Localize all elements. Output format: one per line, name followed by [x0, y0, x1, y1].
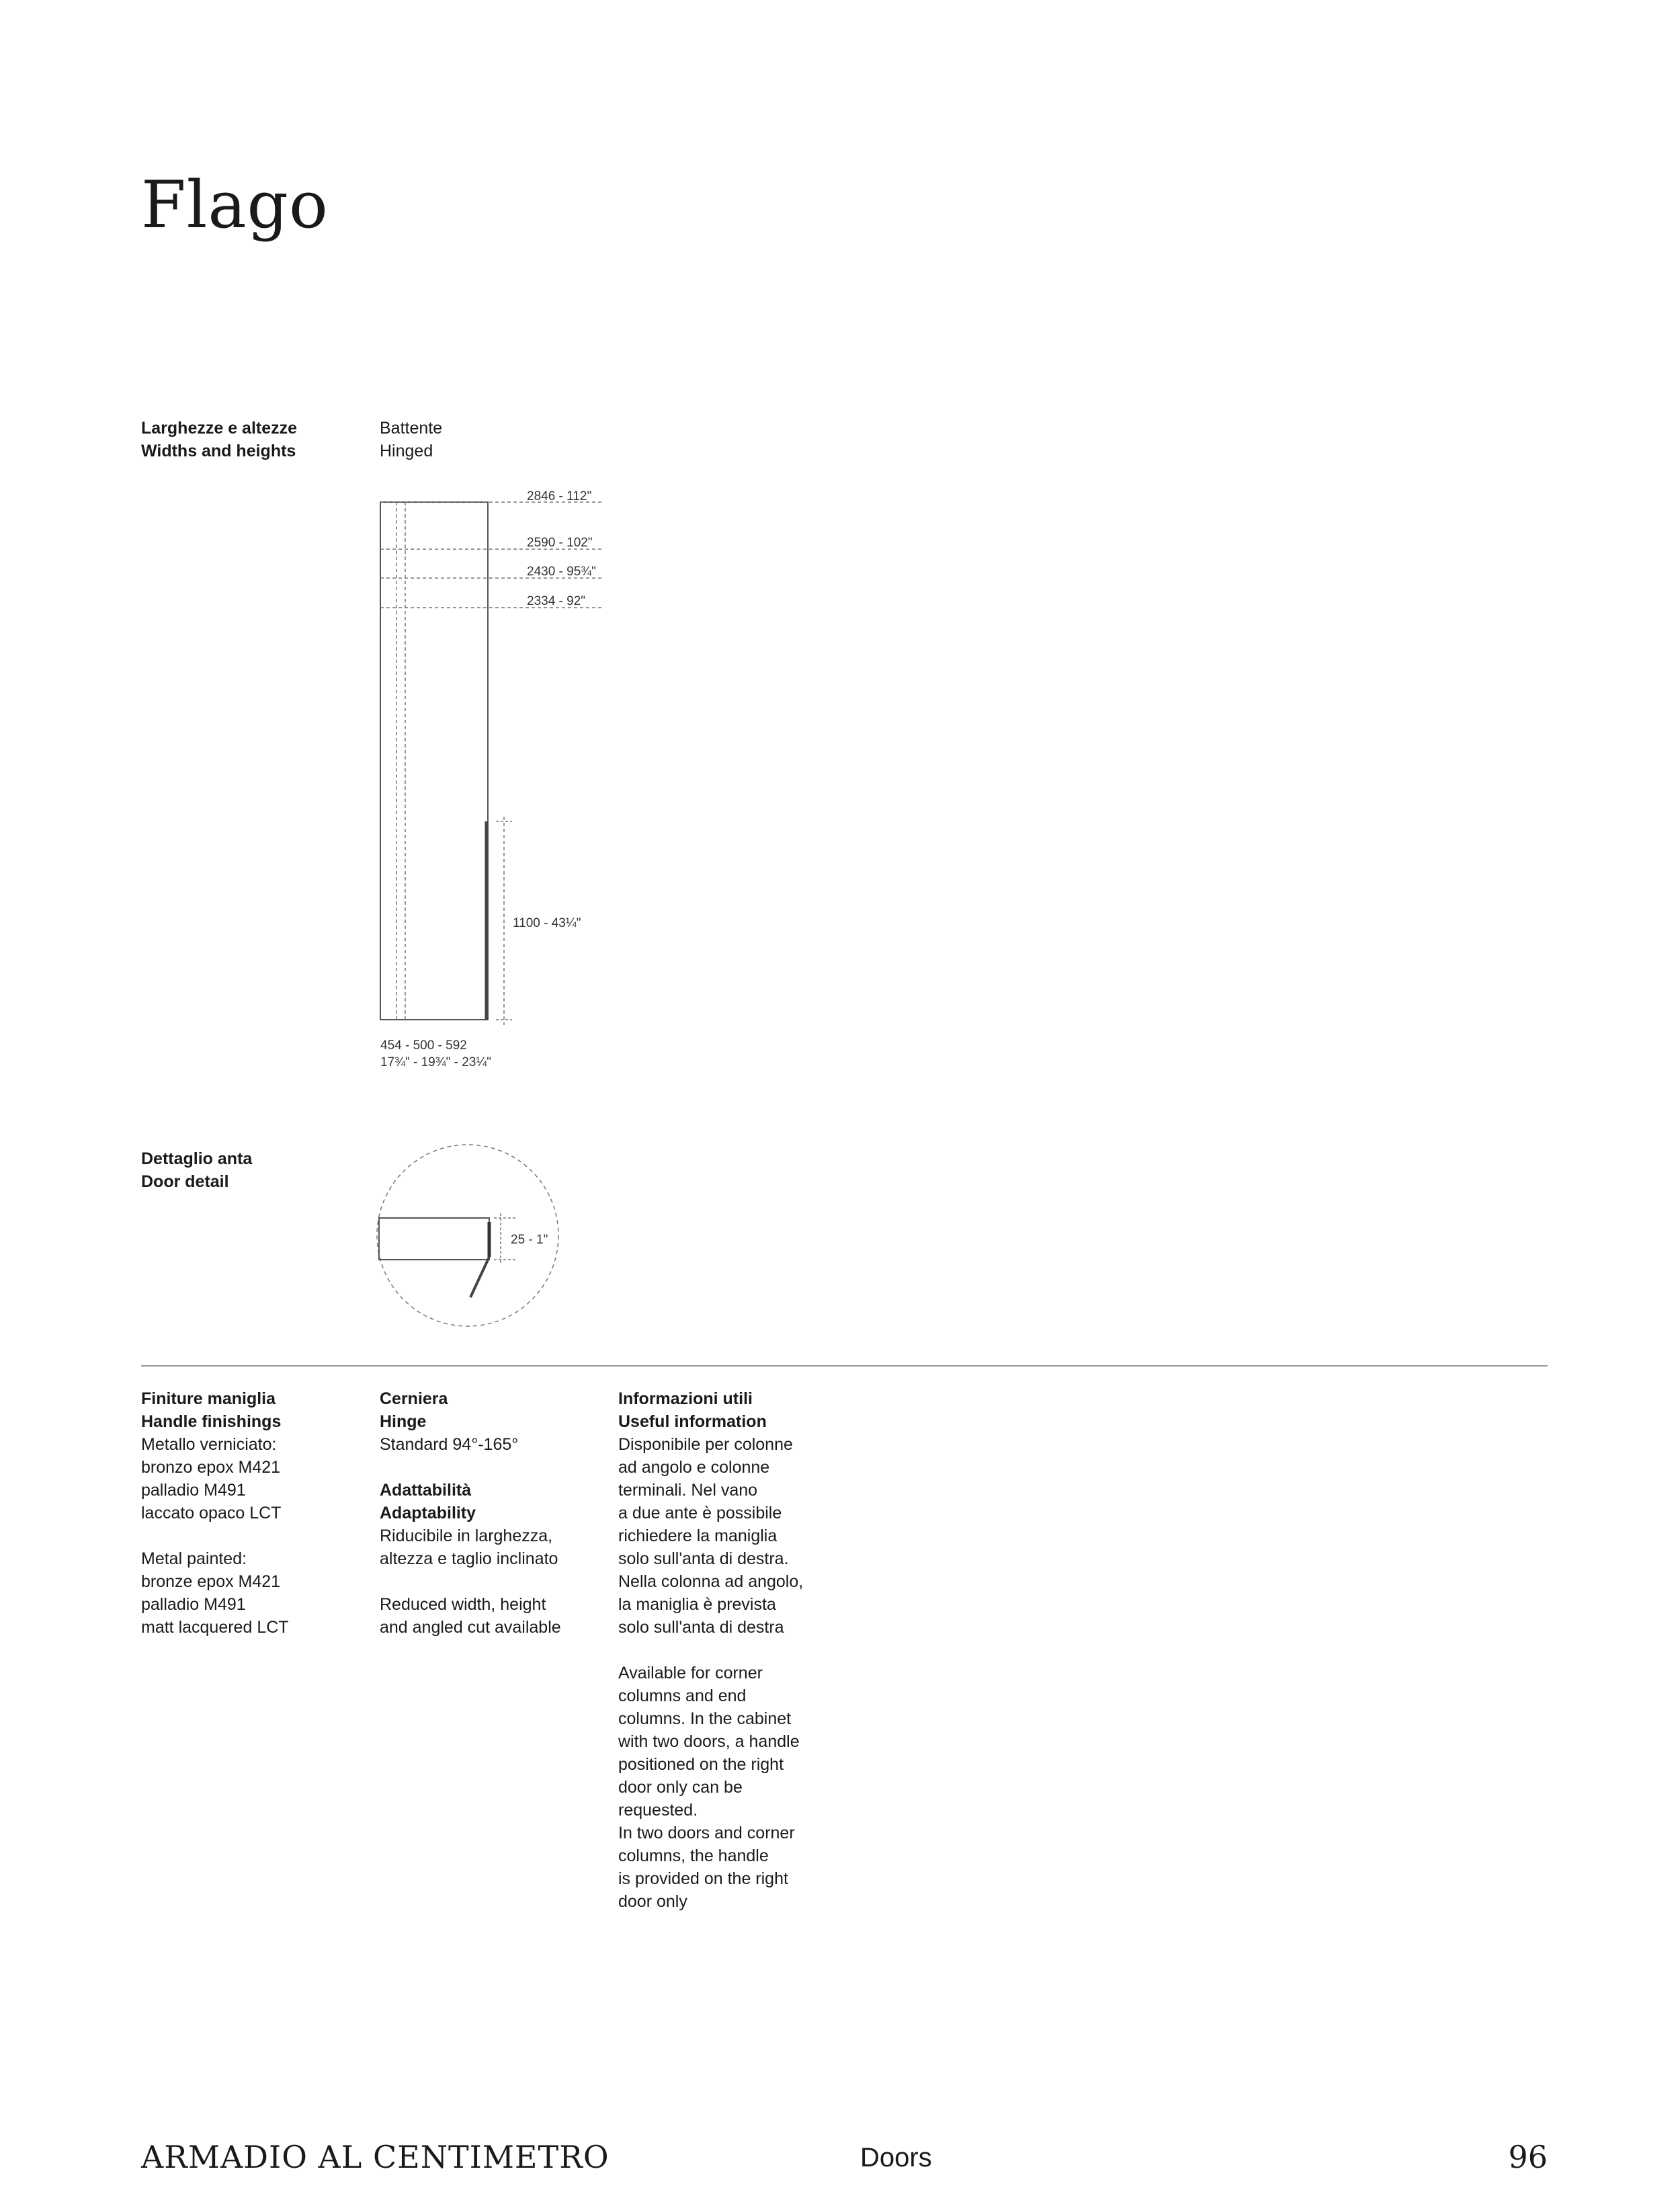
height-label-3: 2430 - 95¾" [527, 565, 596, 579]
info-line: door only [618, 1892, 687, 1911]
info-title-it: Informazioni utili [618, 1389, 753, 1408]
hinge-column [380, 1387, 608, 1639]
adaptability-line: Riducibile in larghezza, [380, 1527, 553, 1545]
info-line: columns and end [618, 1686, 747, 1705]
finishes-title-en: Handle finishings [141, 1412, 282, 1431]
info-line: columns, the handle [618, 1846, 769, 1865]
page-title: Flago [141, 167, 329, 243]
door-type-it: Battente [380, 419, 443, 438]
cabinet-elevation-drawing [363, 471, 632, 1075]
info-line: columns. In the cabinet [618, 1709, 792, 1728]
hinge-title-it: Cerniera [380, 1389, 448, 1408]
adaptability-line: Reduced width, height [380, 1595, 546, 1614]
detail-label-en: Door detail [141, 1172, 229, 1191]
sizes-label-it: Larghezze e altezze [141, 419, 298, 438]
info-line: In two doors and corner [618, 1824, 795, 1842]
handle-height-label: 1100 - 43¼" [513, 916, 581, 930]
footer-brand: ARMADIO AL CENTIMETRO [141, 2139, 610, 2175]
finishes-line: laccato opaco LCT [141, 1504, 282, 1522]
adaptability-title-en: Adaptability [380, 1504, 476, 1522]
sizes-label [141, 417, 297, 462]
cabinet-outline [380, 502, 488, 1020]
info-line: solo sull'anta di destra [618, 1618, 784, 1637]
detail-label-it: Dettaglio anta [141, 1149, 253, 1168]
info-line: requested. [618, 1801, 698, 1820]
info-line: richiedere la maniglia [618, 1527, 778, 1545]
info-line: with two doors, a handle [618, 1732, 800, 1751]
finishes-line: bronze epox M421 [141, 1572, 281, 1591]
sizes-label-en: Widths and heights [141, 442, 296, 460]
finishes-line: palladio M491 [141, 1481, 246, 1500]
info-title-en: Useful information [618, 1412, 767, 1431]
info-line: Nella colonna ad angolo, [618, 1572, 804, 1591]
door-section [379, 1218, 489, 1260]
info-column [618, 1387, 874, 1913]
height-label-2: 2590 - 102" [527, 536, 593, 550]
info-line: solo sull'anta di destra. [618, 1549, 789, 1568]
info-line: Disponibile per colonne [618, 1435, 793, 1454]
height-label-4: 2334 - 92" [527, 594, 586, 608]
width-label-in: 17¾" - 19¾" - 23¼" [380, 1055, 491, 1069]
info-line: door only can be [618, 1778, 743, 1797]
finishes-column [141, 1387, 363, 1639]
section-divider [141, 1365, 1548, 1367]
info-line: is provided on the right [618, 1869, 788, 1888]
info-line: Available for corner [618, 1664, 763, 1682]
info-line: terminali. Nel vano [618, 1481, 758, 1500]
finishes-title-it: Finiture maniglia [141, 1389, 276, 1408]
finishes-line: Metal painted: [141, 1549, 247, 1568]
info-line: ad angolo e colonne [618, 1458, 770, 1477]
adaptability-title-it: Adattabilità [380, 1481, 472, 1500]
width-label-mm: 454 - 500 - 592 [380, 1039, 467, 1053]
adaptability-line: and angled cut available [380, 1618, 561, 1637]
footer-section: Doors [860, 2143, 932, 2172]
door-detail-drawing [370, 1136, 571, 1338]
height-label-1: 2846 - 112" [527, 489, 592, 503]
detail-handle-arm [470, 1257, 489, 1297]
info-line: positioned on the right [618, 1755, 784, 1774]
finishes-line: Metallo verniciato: [141, 1435, 277, 1454]
info-line: la maniglia è prevista [618, 1595, 776, 1614]
finishes-line: bronzo epox M421 [141, 1458, 281, 1477]
page-number: 96 [1508, 2139, 1548, 2175]
hinge-title-en: Hinge [380, 1412, 427, 1431]
info-line: a due ante è possibile [618, 1504, 782, 1522]
door-type [380, 417, 442, 462]
finishes-line: matt lacquered LCT [141, 1618, 289, 1637]
door-type-en: Hinged [380, 442, 433, 460]
detail-label [141, 1147, 252, 1193]
adaptability-line: altezza e taglio inclinato [380, 1549, 558, 1568]
hinge-value: Standard 94°-165° [380, 1435, 519, 1454]
finishes-line: palladio M491 [141, 1595, 246, 1614]
thickness-label: 25 - 1" [511, 1233, 548, 1247]
